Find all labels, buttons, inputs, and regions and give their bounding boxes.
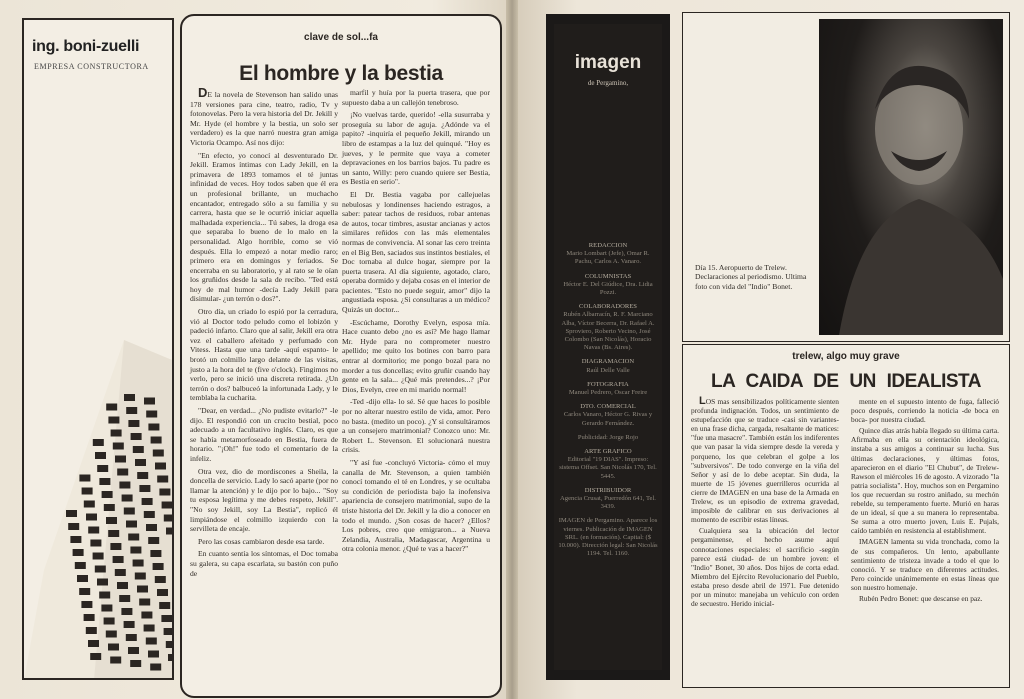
- photo-frame: [682, 12, 1010, 342]
- paragraph: OS mas sensibilizados políticamente sienten profunda indignación. Todos, un sentimiento de estupefacción que se traduce -casi sin variantes- en una frase dicha, cargada, resaltante de matices: "fue una masacre". También están los indiferentes que van pasar la vida siempre desde la vereda y porqueno, los que celebran el golpe a los "subversivos". De todo converge en la viña del Señor y así de lo debe aceptar. Sin duda, la muerte de 15 jóvenes guerrilleros ocurrida al cierre de IMAGEN en una base de la Armada en Trelew, es un episodio de extrema gravedad, imposible de calibrar en sus derivaciones al momento de escribir estas líneas.: [691, 397, 839, 525]
- paragraph: -Escúchame, Dorothy Evelyn, esposa mía. Hace cuanto debo ¿no es así? Me hago llamar Mr. Hyde para no comprometer nuestro apellido; me quito los botines con barro para entrar al dormitorio; me pongo bozal para no morder a tus doncellas; evito gruñir cuando hay gente en la sala... ¿Qué más pretendes...? ¡Por Dios, Evelyn, cree en mi marido normal!: [342, 317, 490, 394]
- building-window: [110, 657, 121, 664]
- drop-cap: D: [198, 85, 208, 100]
- building-window: [106, 404, 117, 411]
- building-window: [106, 517, 117, 524]
- portrait-photo: [819, 19, 1003, 335]
- building-window: [124, 621, 135, 628]
- building-window: [137, 472, 148, 479]
- building-window: [79, 588, 90, 595]
- building-window: [124, 394, 135, 401]
- building-window: [111, 430, 122, 437]
- building-window: [135, 573, 146, 580]
- credit-block: REDACCION Mario Lombart (Jefe), Omar R. Pachu, Carlos A. Vanaro.: [566, 242, 650, 266]
- building-window: [82, 488, 93, 495]
- building-window: [99, 592, 110, 599]
- paragraph: Otro día, un criado lo espió por la cerradura, vió al Doctor todo peludo como el lobizón y padeció infarto. Claro que al salir, Jekill era otra vez el caballero afeitado y perfumado con Vitess. Hasta que una tarde -aquí espanto- le brotó un colmillo largo delante de las visitas, justo a la hora del te (five o'clock). Fingimos no verlo, pero se inició una discreta retirada. ¿Un terrón o dos? balbuceó la infortunada Lady, y le temblaba la cucharita.: [190, 307, 338, 403]
- building-window: [110, 543, 121, 550]
- building-window: [166, 528, 172, 535]
- building-window: [95, 566, 106, 573]
- building-window: [104, 504, 115, 511]
- credit-block: DIAGRAMACION Raúl Delle Valle: [581, 358, 635, 374]
- ad-subtitle: EMPRESA CONSTRUCTORA: [34, 62, 149, 71]
- paragraph: "En efecto, yo conocí al desventurado Dr. Jekill. Eramos íntimas con Lady Jekill, en la primavera de 1893 tomamos el té juntas infinidad de veces. Hoy todos saben que él era un profesional brillante, un muchacho encantador, entregado sólo a su familia y su carrera, hasta que se le ocurrió iniciar aquella malhadada experiencia... Tú sabes, la droga esa que separaba lo bueno de lo malo en la personalidad. Algo horrible, como se vió después. Ella lo empezó a notar medio raro; primero era en domingos y feriados. Se encerraba en su laboratorio, y al rato se le oían los gruñidos desde la sala de recibo. "Ted está hoy de mal humor -decía Lady Jekill para disimular- ¿un terrón o dos?".: [190, 150, 338, 304]
- building-window: [102, 491, 113, 498]
- article-hombre-bestia: [180, 14, 502, 698]
- building-window: [128, 534, 139, 541]
- article-headline: El hombre y la bestia: [239, 62, 443, 85]
- building-window: [90, 653, 101, 660]
- construction-ad: [22, 18, 174, 680]
- building-window: [137, 586, 148, 593]
- paragraph: Cualquiera sea la ubicación del lector pergaminense, el hecho asume aquí connotaciones especiales: el sacrificio -según parece está ciudad- de un hombre joven: el "Indio" Bonet, 30 años. Dos hijos de corta edad. Miembro del Ejército Revolucionario del Pueblo, estaba preso desde abril de 1971. Fue detenido por un minuto: manejaba un vehículo con orden de secuestro. Herido inicial-: [691, 526, 839, 609]
- article-kicker: clave de sol...fa: [304, 32, 378, 43]
- building-window: [122, 495, 133, 502]
- building-window: [108, 530, 119, 537]
- article-column-1: [691, 397, 839, 610]
- building-window: [115, 456, 126, 463]
- building-window: [90, 540, 101, 547]
- building-window: [133, 560, 144, 567]
- ad-title: ing. boni-zuelli: [32, 38, 140, 55]
- building-window: [113, 556, 124, 563]
- building-window: [95, 452, 106, 459]
- building-window: [108, 417, 119, 424]
- building-window: [166, 641, 172, 648]
- building-window: [162, 502, 172, 509]
- building-window: [84, 614, 95, 621]
- building-window: [168, 654, 172, 661]
- article-headline: LA CAIDA DE UN IDEALISTA: [711, 371, 981, 392]
- paragraph: En cuanto sentía los síntomas, el Doc tomaba su galera, su capa escarlata, su bastón con puño de: [190, 549, 338, 578]
- building-window: [117, 582, 128, 589]
- paragraph: "Dear, en verdad... ¿No pudiste evitarlo?" -le dijo. El respondió con un crucito bestial, poco adecuado a un facultativo inglés. Claro, es que se había metamorfoseado en Bestia, fuera de horario. "¡Oh!" fue todo el comentario de la infeliz.: [190, 406, 338, 463]
- building-window: [144, 511, 155, 518]
- building-window: [157, 589, 168, 596]
- building-window: [148, 537, 159, 544]
- building-window: [144, 625, 155, 632]
- building-window: [153, 563, 164, 570]
- building-window: [104, 618, 115, 625]
- building-window: [161, 615, 172, 622]
- building-window: [84, 501, 95, 508]
- paragraph: -Ted -dijo ella- lo sé. Sé que haces lo posible por no alterar nuestro estilo de vida, amor. Pero no basta. (medito un poco). ¿Y si consultáramos a un consejero matrimonial? Conozco uno: Mr. Robert L. Stevenson. El solucionará nuestra crisis.: [342, 397, 490, 455]
- building-window: [157, 476, 168, 483]
- building-window: [164, 515, 172, 522]
- credit-block: ARTE GRAFICO Editorial "19 DIAS". Impreso: sistema Offset. San Nicolás 170, Tel. 5445.: [559, 448, 657, 480]
- credit-block: DTO. COMERCIAL Carlos Vanaro, Héctor G. Rivas y Gerardo Fernández.: [563, 403, 653, 427]
- building-window: [81, 601, 92, 608]
- building-window: [99, 478, 110, 485]
- building-window: [126, 634, 137, 641]
- building-window: [139, 485, 150, 492]
- article-column-1: [190, 85, 338, 581]
- paragraph: IMAGEN lamenta su vida tronchada, como la de sus compañeros. Un lento, apabullante sentimiento de tristeza invade a todo el que lo conoció. Y se traduce en diferentes actitudes. Pero coincide unánimemente en estas líneas que son nuestro homenaje.: [851, 537, 999, 592]
- staff-credits: [558, 236, 658, 559]
- building-window: [128, 420, 139, 427]
- credit-block: COLUMNISTAS Héctor E. Del Giúdice, Dra. Lidia Pozzi.: [563, 272, 653, 297]
- building-window: [131, 433, 142, 440]
- building-window: [164, 628, 172, 635]
- building-window: [146, 638, 157, 645]
- building-window: [148, 424, 159, 431]
- building-window: [70, 536, 81, 543]
- building-window: [155, 576, 166, 583]
- building-window: [153, 450, 164, 457]
- building-window: [133, 446, 144, 453]
- article-caida-idealista: [682, 344, 1010, 688]
- building-window: [113, 443, 124, 450]
- building-window: [126, 521, 137, 528]
- building-window: [115, 569, 126, 576]
- building-window: [139, 599, 150, 606]
- building-window: [130, 547, 141, 554]
- building-window: [144, 398, 155, 405]
- paragraph: Quince días atrás había llegado su última carta. Afirmaba en ella su orientación ideológica, instaba a sus amigos a continuar su lucha. Sus últimas declaraciones, y últimas fotos, aparecieron en el diario "El Chubut", de Trelew-Rawson el miércoles 16 de agosto. A vizorado "la patria socialista". Hoy, muchos son en Pergamino los que recuerdan su rostro aniñado, su mechón rebelde, su temperamento fuerte. Murió en haras de un ideal, sí que a su manera lo representaba. Se suma a otro muerto joven, Luis E. Pujals, caído también en resistencia al establishment.: [851, 426, 999, 536]
- building-window: [121, 608, 132, 615]
- building-window: [88, 640, 99, 647]
- credit-block: COLABORADORES Rubén Albarracín, R. F. Marciano Alba, Víctor Becerra, Dr. Rafael A. Sproviero, Roberto Vecino, José Colombo (San Nicolás), Horacio Navas (Bs. Aires).: [561, 303, 655, 352]
- paragraph: El Dr. Bestia vagaba por callejuelas nebulosas y londinenses haciendo estragos, a saber: patear tachos de residuos, robar antenas de autos, tocar timbres, asustar ancianas y actos similares reñidos con las más elementales normas de convivencia. Al sonar las cero treinta en el Big Ben, saciados sus instintos bestiales, el Doc tornaba al dulce hogar, siempre por la puerta trasera. Al día siguiente, agotado, claro, operaba dormido y dejaba cosas en el interior de pacientes. "Esto no puede seguir, amor" dijo la angustiada esposa. ¿Si consultaras a un médico? Quizás un doctor...: [342, 189, 490, 315]
- building-window: [66, 510, 77, 517]
- building-window: [155, 463, 166, 470]
- building-window: [75, 562, 86, 569]
- building-window: [68, 523, 79, 530]
- building-window: [86, 514, 97, 521]
- building-window: [128, 647, 139, 654]
- article-column-2: [851, 397, 999, 605]
- building-window: [97, 465, 108, 472]
- article-kicker: trelew, algo muy grave: [792, 351, 900, 362]
- masthead: [546, 14, 670, 680]
- paragraph: "Y así fue -concluyó Victoria- cómo el muy canalla de Mr. Stevenson, a quien también conocí tomando el té en Londres, y se ocultaba su condición de periodista bajo la inofensiva apariencia de consejero matrimonial, supo de la triste historia del Dr. Jekill y la dio a conocer en todo el mundo. ¿Son cosas de hacer? ¿Ellos? Los pobres, creo que emigraron... a Nueva Zelandia, Australia, Madagascar, Argentina u otra colonia menor. ¿Qué te vas a hacer?": [342, 457, 490, 554]
- paragraph: Pero las cosas cambiaron desde esa tarde.: [198, 536, 325, 546]
- building-window: [150, 550, 161, 557]
- building-window: [150, 664, 161, 671]
- credit-block: DISTRIBUIDOR Agencia Crusat, Puerredón 641, Tel. 3439.: [560, 486, 656, 511]
- building-window: [97, 579, 108, 586]
- building-window: [119, 482, 130, 489]
- paragraph: Otra vez, dio de mordiscones a Sheila, la doncella de servicio. Lady lo sacó aparte (por no llamar la atención) y le dijo por lo bajo... "Soy tu esposa legítima y me debes respeto, Jekill". "No soy Jekill, soy La Bestia", replicó él limpiándose el colmillo izquierdo con la servilleta de encaje.: [190, 466, 338, 534]
- building-window: [151, 437, 162, 444]
- paragraph: ¡No vuelvas tarde, querido! -ella susurraba y proseguía su labor de aguja. ¿Adónde va el papito? -inquiría el pequeño Jekill, mirando un libro de estampas a la luz del quinqué. "Hoy es jueves, y le permite que vaya a cometer depravaciones en los barrios bajos. Tu padre es un santo, Willy: pero cuando quiere ser Bestia, es Bestia en serio".: [342, 110, 490, 187]
- building-window: [93, 439, 104, 446]
- drop-cap: L: [699, 395, 706, 407]
- photo-caption: Día 15. Aeropuerto de Trelew. Declaraciones al periodismo. Ultima foto con vida del "Indio" Bonet.: [695, 263, 807, 291]
- credit-block: Publicidad: Jorge Rojo: [577, 433, 639, 441]
- building-window: [101, 605, 112, 612]
- building-window: [159, 602, 170, 609]
- building-window: [93, 553, 104, 560]
- paragraph: marfil y huía por la puerta trasera, que por supuesto daba a un callejón tenebroso.: [342, 88, 490, 107]
- building-window: [119, 595, 130, 602]
- building-window: [142, 498, 153, 505]
- building-window: [135, 459, 146, 466]
- building-window: [117, 469, 128, 476]
- building-window: [146, 411, 157, 418]
- building-window: [141, 612, 152, 619]
- page-gutter: [506, 0, 518, 699]
- paragraph: mente en el supuesto intento de fuga, falleció poco después, corriendo la noticia -de boca en boca- por nuestra ciudad.: [851, 397, 999, 425]
- building-window: [106, 631, 117, 638]
- building-illustration: [24, 320, 172, 680]
- building-window: [79, 475, 90, 482]
- building-window: [159, 489, 170, 496]
- masthead-title: imagen: [574, 52, 642, 73]
- building-window: [86, 627, 97, 634]
- paragraph: E la novela de Stevenson han salido unas 178 versiones para cine, teatro, radio, Tv y fotonovelas. Pero la vera historia del Dr. Jekill y Mr. Hyde (el hombre y la bestia, un solo ser verdadero) es la que narró nuestra gran amiga Victoria Ocampo. Así nos dijo:: [190, 90, 338, 147]
- building-window: [146, 524, 157, 531]
- credit-block: FOTOGRAFIA Manuel Pedrero, Oscar Freire: [568, 380, 648, 397]
- building-window: [148, 651, 159, 658]
- masthead-panel: [554, 24, 662, 670]
- building-window: [88, 527, 99, 534]
- credit-block: IMAGEN de Pergamino. Aparece los viernes. Publicación de IMAGEN SRL. (en formación). Capital: ($ 10.000). Dirección legal: San Nicolás 1194. Tel. 1160.: [558, 517, 658, 558]
- building-window: [130, 660, 141, 667]
- building-window: [126, 407, 137, 414]
- building-window: [108, 644, 119, 651]
- building-window: [77, 575, 88, 582]
- masthead-subtitle: de Pergamino,: [587, 79, 629, 87]
- portrait-illustration: [819, 19, 1003, 335]
- building-window: [124, 508, 135, 515]
- building-window: [73, 549, 84, 556]
- paragraph: Rubén Pedro Bonet: que descanse en paz.: [859, 593, 983, 603]
- article-column-2: [342, 88, 490, 557]
